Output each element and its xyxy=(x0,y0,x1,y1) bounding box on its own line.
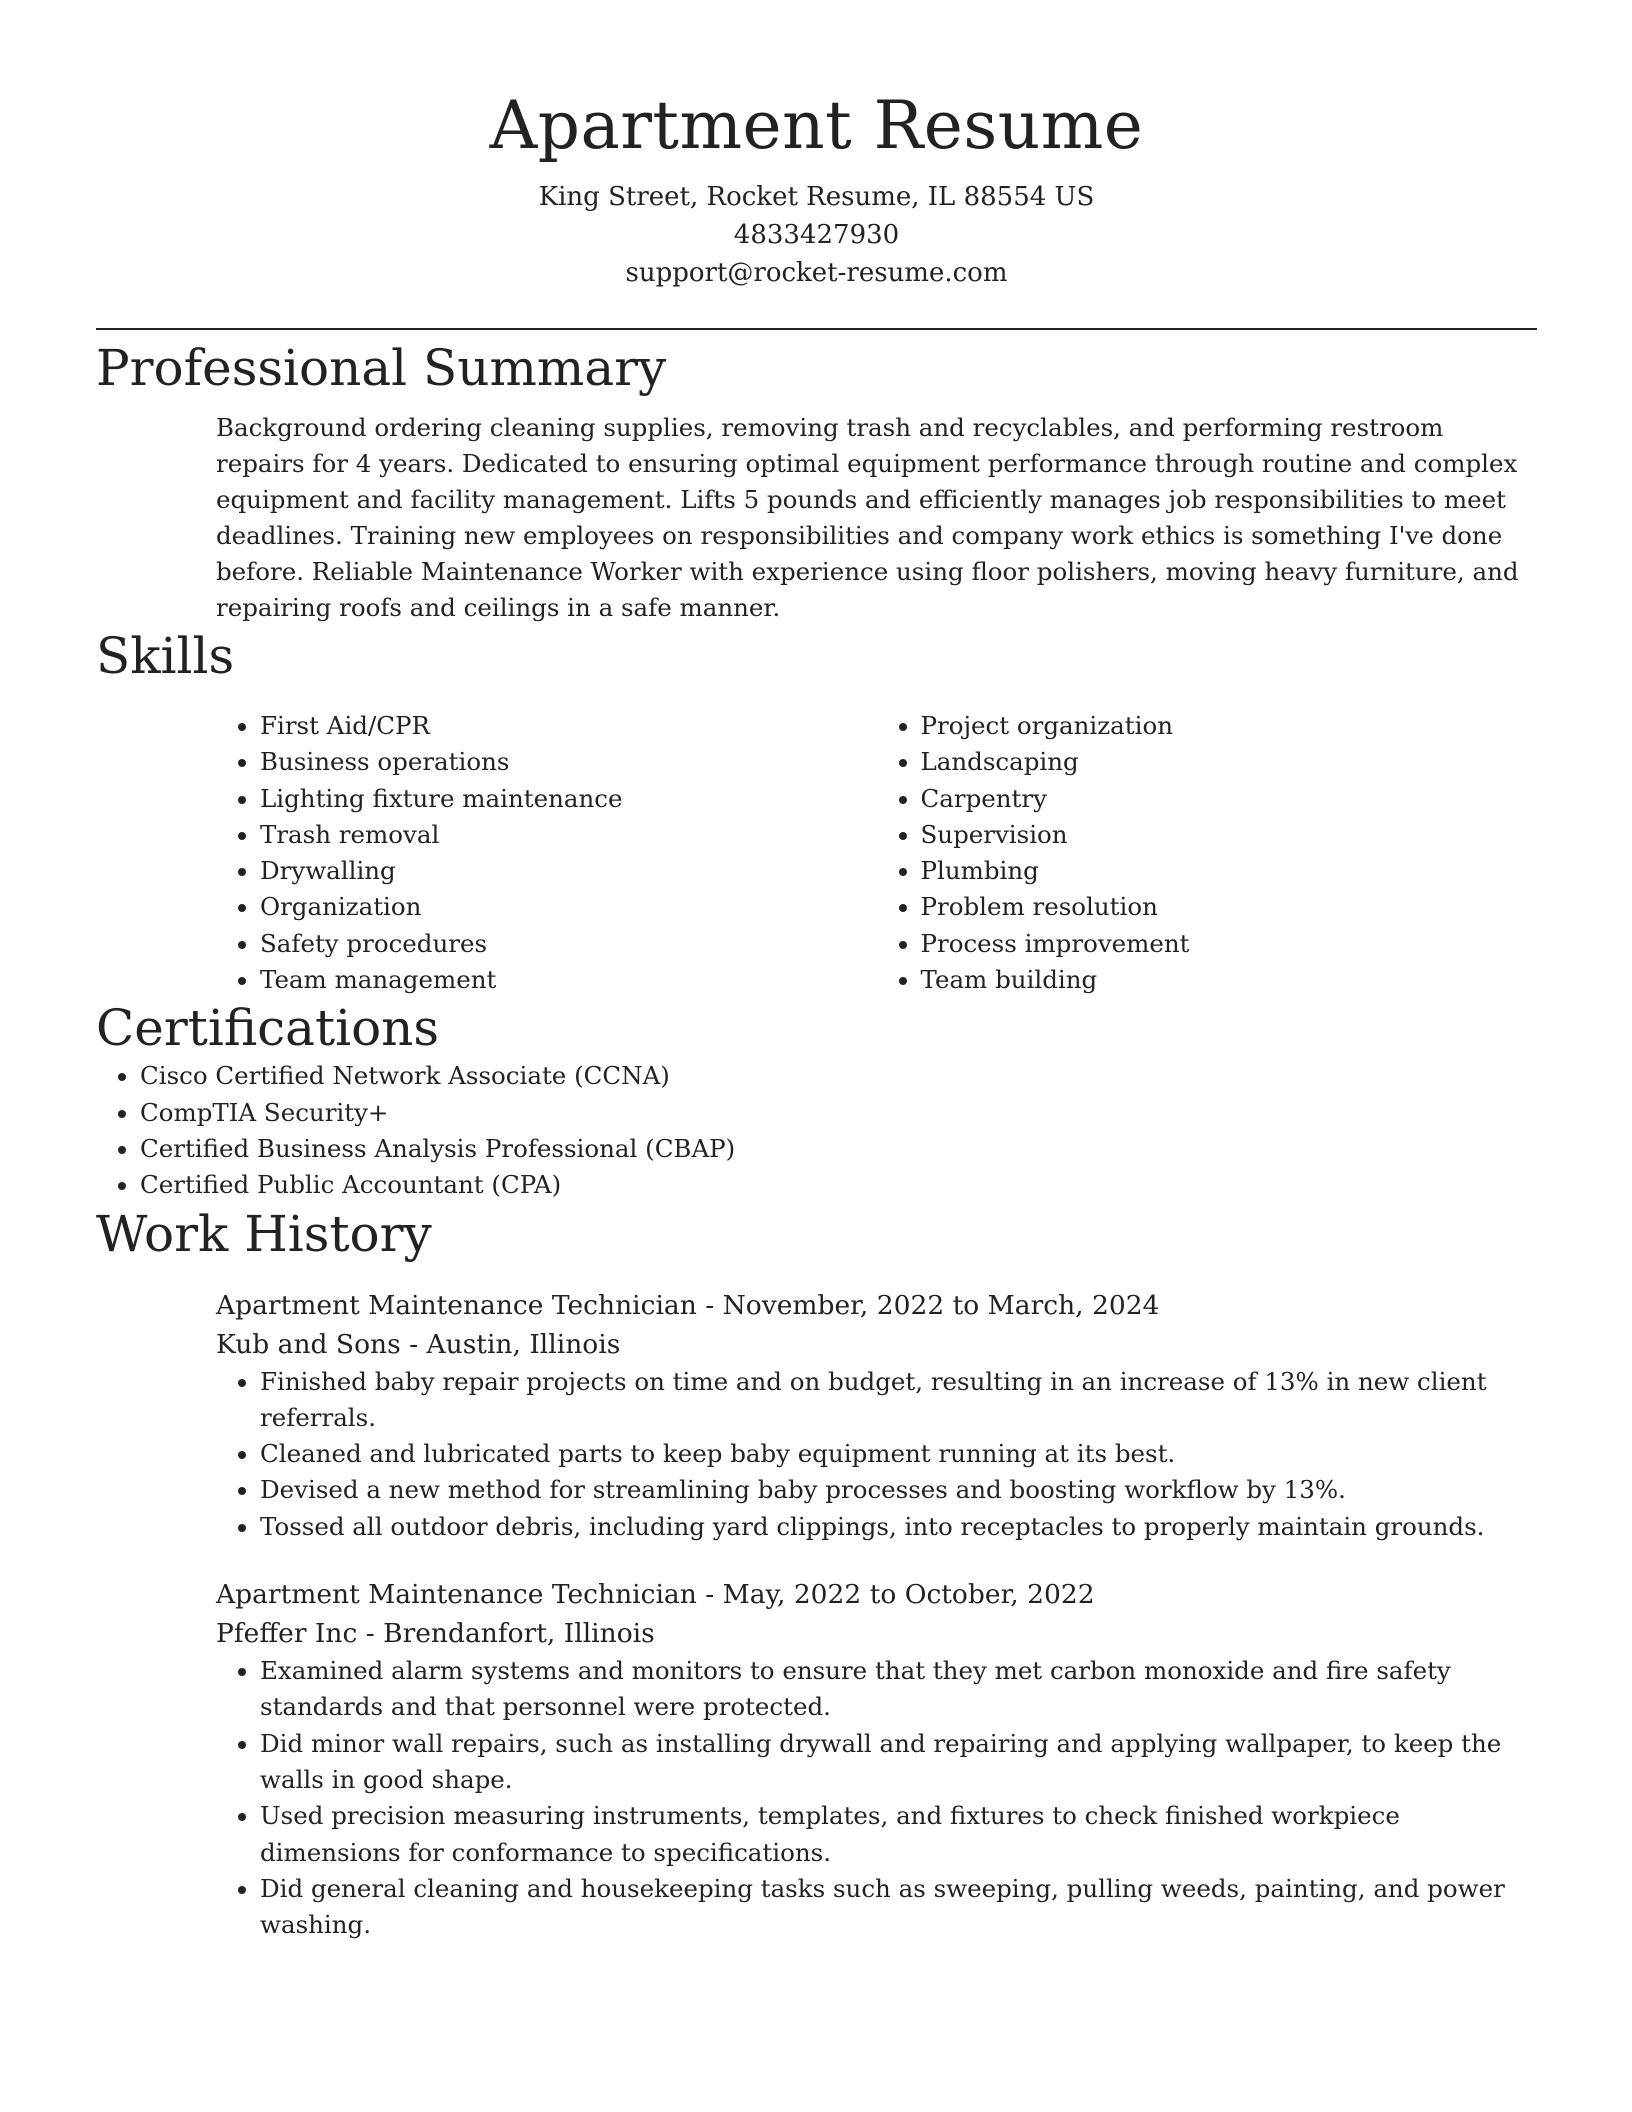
job-bullet: • Did general cleaning and housekeeping tasks such as sweeping, pulling weeds, painting, and power washing. xyxy=(260,1871,1537,1944)
work-history-heading: Work History xyxy=(96,1204,432,1263)
email: support@rocket-resume.com xyxy=(625,258,1008,288)
resume-title: Apartment Resume xyxy=(489,87,1144,164)
job-bullet: • Used precision measuring instruments, templates, and fixtures to check finished workpiece dimensions for conformance to specifications. xyxy=(260,1798,1537,1871)
skill-item: • Safety procedures xyxy=(260,926,877,962)
skills-heading: Skills xyxy=(96,627,235,685)
skill-item: • Team building xyxy=(921,962,1538,998)
summary-text: Background ordering cleaning supplies, removing trash and recyclables, and performing restroom repairs for 4 years. Dedicated to ensuring optimal equipment performance through routine and complex equipment and facility management. Lifts 5 pounds and efficiently manages job responsibilities to meet deadlines. Training new employees on responsibilities and company work ethics is something I've done before. Reliable Maintenance Worker with experience using floor polishers, moving heavy furniture, and repairing roofs and ceilings in a safe manner. xyxy=(216,413,1519,622)
certifications-heading: Certifications xyxy=(96,999,440,1058)
skill-item: • Project organization xyxy=(921,708,1538,744)
certification-item: • Certified Public Accountant (CPA) xyxy=(140,1167,1537,1203)
skills-list xyxy=(216,708,1537,998)
phone: 4833427930 xyxy=(733,220,900,250)
contact-block xyxy=(96,178,1537,292)
skill-item: • Drywalling xyxy=(260,853,877,889)
skills-column-right xyxy=(877,708,1538,998)
job-company-line: Kub and Sons - Austin, Illinois xyxy=(216,1328,621,1360)
job-bullet: • Tossed all outdoor debris, including yard clippings, into receptacles to properly maintain grounds. xyxy=(260,1509,1537,1545)
job-bullet: • Cleaned and lubricated parts to keep baby equipment running at its best. xyxy=(260,1436,1537,1472)
job-company-line: Pfeffer Inc - Brendanfort, Illinois xyxy=(216,1618,655,1650)
skill-item: • First Aid/CPR xyxy=(260,708,877,744)
skill-item: • Carpentry xyxy=(921,781,1538,817)
certification-item: • CompTIA Security+ xyxy=(140,1095,1537,1131)
job-entry xyxy=(216,1575,1537,1943)
skill-item: • Landscaping xyxy=(921,744,1538,780)
skill-item: • Process improvement xyxy=(921,926,1538,962)
certification-item: • Cisco Certified Network Associate (CCNA) xyxy=(140,1058,1537,1094)
certifications-list xyxy=(96,1058,1537,1203)
skills-column-left xyxy=(216,708,877,998)
job-bullet: • Finished baby repair projects on time and on budget, resulting in an increase of 13% in new client referrals. xyxy=(260,1364,1537,1437)
job-entry xyxy=(216,1286,1537,1545)
skill-item: • Problem resolution xyxy=(921,889,1538,925)
skill-item: • Supervision xyxy=(921,817,1538,853)
skill-item: • Organization xyxy=(260,889,877,925)
job-bullet: • Did minor wall repairs, such as installing drywall and repairing and applying wallpaper, to keep the walls in good shape. xyxy=(260,1726,1537,1799)
skill-item: • Lighting fixture maintenance xyxy=(260,781,877,817)
job-bullet: • Examined alarm systems and monitors to ensure that they met carbon monoxide and fire safety standards and that personnel were protected. xyxy=(260,1653,1537,1726)
job-title-line: Apartment Maintenance Technician - May, 2022 to October, 2022 xyxy=(216,1579,1095,1611)
job-bullets xyxy=(216,1653,1537,1943)
header-divider xyxy=(96,328,1537,330)
job-bullets xyxy=(216,1364,1537,1545)
skill-item: • Team management xyxy=(260,962,877,998)
skill-item: • Trash removal xyxy=(260,817,877,853)
resume-page xyxy=(96,0,1537,1943)
summary-heading: Professional Summary xyxy=(96,339,667,397)
skill-item: • Plumbing xyxy=(921,853,1538,889)
job-title-line: Apartment Maintenance Technician - November, 2022 to March, 2024 xyxy=(216,1289,1160,1321)
address: King Street, Rocket Resume, IL 88554 US xyxy=(538,182,1095,212)
resume-header xyxy=(96,0,1537,292)
certification-item: • Certified Business Analysis Professional (CBAP) xyxy=(140,1131,1537,1167)
job-bullet: • Devised a new method for streamlining baby processes and boosting workflow by 13%. xyxy=(260,1472,1537,1508)
skill-item: • Business operations xyxy=(260,744,877,780)
